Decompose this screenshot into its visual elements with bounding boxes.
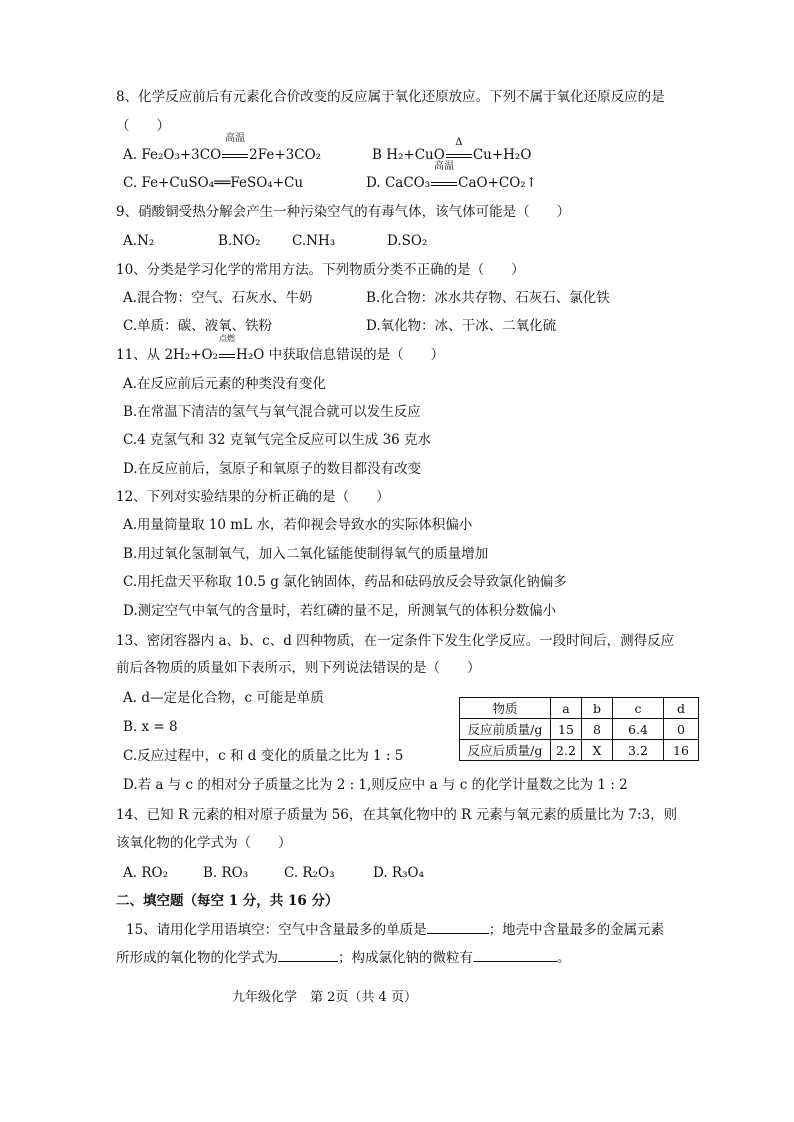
- q10-stem: 10、分类是学习化学的常用方法。下列物质分类不正确的是（ ）: [116, 262, 525, 278]
- equals-sign: Δ: [445, 146, 473, 164]
- page-footer: 九年级化学 第 2页（共 4 页）: [232, 990, 417, 1005]
- table-row: [460, 740, 699, 761]
- table-row: [460, 719, 699, 740]
- q11-option-d[interactable]: D.在反应前后，氢原子和氧原子的数目都没有改变: [123, 461, 422, 477]
- q9-option-c[interactable]: C.NH₃: [292, 233, 336, 249]
- table-cell: 反应前质量/g: [460, 719, 551, 740]
- table-cell: 15: [551, 719, 582, 740]
- q13-option-d[interactable]: D.若 a 与 c 的相对分子质量之比为 2 : 1,则反应中 a 与 c 的化学计量数之比为 1 : 2: [123, 777, 628, 793]
- table-cell: 16: [664, 740, 699, 761]
- q14-option-c[interactable]: C. R₂O₃: [284, 865, 335, 881]
- table-cell: 2.2: [551, 740, 582, 761]
- table-cell: 6.4: [613, 719, 664, 740]
- q13-option-b[interactable]: B. x = 8: [123, 719, 178, 735]
- q10-option-c[interactable]: C.单质：碳、液氧、铁粉: [123, 318, 273, 334]
- table-cell: X: [582, 740, 613, 761]
- q8-option-b[interactable]: B H₂+CuO Δ Cu+H₂O: [372, 137, 532, 163]
- table-cell: 反应后质量/g: [460, 740, 551, 761]
- table-header-cell: c: [613, 698, 664, 719]
- q14-option-b[interactable]: B. RO₃: [203, 865, 249, 881]
- table-header-cell: d: [664, 698, 699, 719]
- equals-sign: 高温: [221, 146, 249, 164]
- table-header-cell: b: [582, 698, 613, 719]
- section-heading: 二、填空题（每空 1 分，共 16 分）: [116, 893, 339, 909]
- blank-1[interactable]: [427, 919, 489, 934]
- table-cell: 0: [664, 719, 699, 740]
- q13-stem-line1: 13、密闭容器内 a、b、c、d 四种物质，在一定条件下发生化学反应。一段时间后，测得反应: [116, 633, 675, 649]
- q13-option-c[interactable]: C.反应过程中，c 和 d 变化的质量之比为 1 : 5: [123, 748, 404, 764]
- table-cell: 3.2: [613, 740, 664, 761]
- q9-option-b[interactable]: B.NO₂: [218, 233, 261, 249]
- blank-2[interactable]: [278, 947, 338, 962]
- q14-option-a[interactable]: A. RO₂: [123, 865, 168, 881]
- q11-option-c[interactable]: C.4 克氢气和 32 克氧气完全反应可以生成 36 克水: [123, 432, 432, 448]
- table-header-cell: 物质: [460, 698, 551, 719]
- blank-3[interactable]: [473, 947, 557, 962]
- q15-line2: 所形成的氧化物的化学式为 ；构成氯化钠的微粒有 。: [116, 947, 571, 967]
- q9-stem: 9、硝酸铜受热分解会产生一种污染空气的有毒气体，该气体可能是（ ）: [116, 204, 571, 220]
- q13-stem-line2: 前后各物质的质量如下表所示，则下列说法错误的是（ ）: [116, 660, 481, 676]
- q8-option-d[interactable]: D. CaCO₃ 高温 CaO+CO₂↑: [366, 161, 538, 191]
- q10-option-b[interactable]: B.化合物：冰水共存物、石灰石、氯化铁: [366, 290, 610, 306]
- q15-line1: 15、请用化学用语填空：空气中含量最多的单质是 ；地壳中含量最多的金属元素: [126, 919, 664, 939]
- q12-option-c[interactable]: C.用托盘天平称取 10.5 g 氯化钠固体，药品和砝码放反会导致氯化钠偏多: [123, 574, 567, 590]
- q11-option-b[interactable]: B.在常温下清洁的氢气与氧气混合就可以发生反应: [123, 404, 421, 420]
- up-arrow-icon: ↑: [525, 175, 538, 191]
- q12-stem: 12、下列对实验结果的分析正确的是（ ）: [116, 489, 390, 505]
- q10-option-a[interactable]: A.混合物：空气、石灰水、牛奶: [123, 290, 313, 306]
- equals-sign: 点燃: [218, 346, 236, 364]
- q11-option-a[interactable]: A.在反应前后元素的种类没有变化: [123, 376, 327, 392]
- q9-option-d[interactable]: D.SO₂: [387, 233, 428, 249]
- table-header-row: [460, 698, 699, 719]
- q12-option-a[interactable]: A.用量筒量取 10 mL 水，若仰视会导致水的实际体积偏小: [123, 517, 473, 533]
- q13-option-a[interactable]: A. d—定是化合物，c 可能是单质: [123, 690, 324, 706]
- q14-stem-line2: 该氧化物的化学式为（ ）: [116, 835, 292, 851]
- equals-sign: 高温: [430, 174, 458, 192]
- q8-paren: （ ）: [116, 118, 170, 134]
- q14-option-d[interactable]: D. R₃O₄: [373, 865, 424, 881]
- table-header-cell: a: [551, 698, 582, 719]
- q8-stem: 8、化学反应前后有元素化合价改变的反应属于氧化还原放应。下列不属于氧化还原反应的是: [116, 89, 665, 105]
- q8-option-a[interactable]: A. Fe₂O₃+3CO 高温 2Fe+3CO₂: [123, 133, 322, 163]
- q9-option-a[interactable]: A.N₂: [123, 233, 155, 249]
- q10-option-d[interactable]: D.氧化物：冰、干冰、二氧化硫: [366, 318, 557, 334]
- q12-option-d[interactable]: D.测定空气中氧气的含量时，若红磷的量不足，所测氧气的体积分数偏小: [123, 603, 557, 619]
- q14-stem-line1: 14、已知 R 元素的相对原子质量为 56，在其氧化物中的 R 元素与氧元素的质量比为 7:3，则: [116, 807, 678, 823]
- mass-table: [459, 697, 699, 761]
- q12-option-b[interactable]: B.用过氧化氢制氧气，加入二氧化锰能使制得氧气的质量增加: [123, 546, 489, 562]
- q11-stem: 11、从 2H₂+O₂ 点燃 H₂O 中获取信息错误的是（ ）: [116, 334, 445, 363]
- table-cell: 8: [582, 719, 613, 740]
- q8-option-c[interactable]: C. Fe+CuSO₄══FeSO₄+Cu: [123, 175, 304, 191]
